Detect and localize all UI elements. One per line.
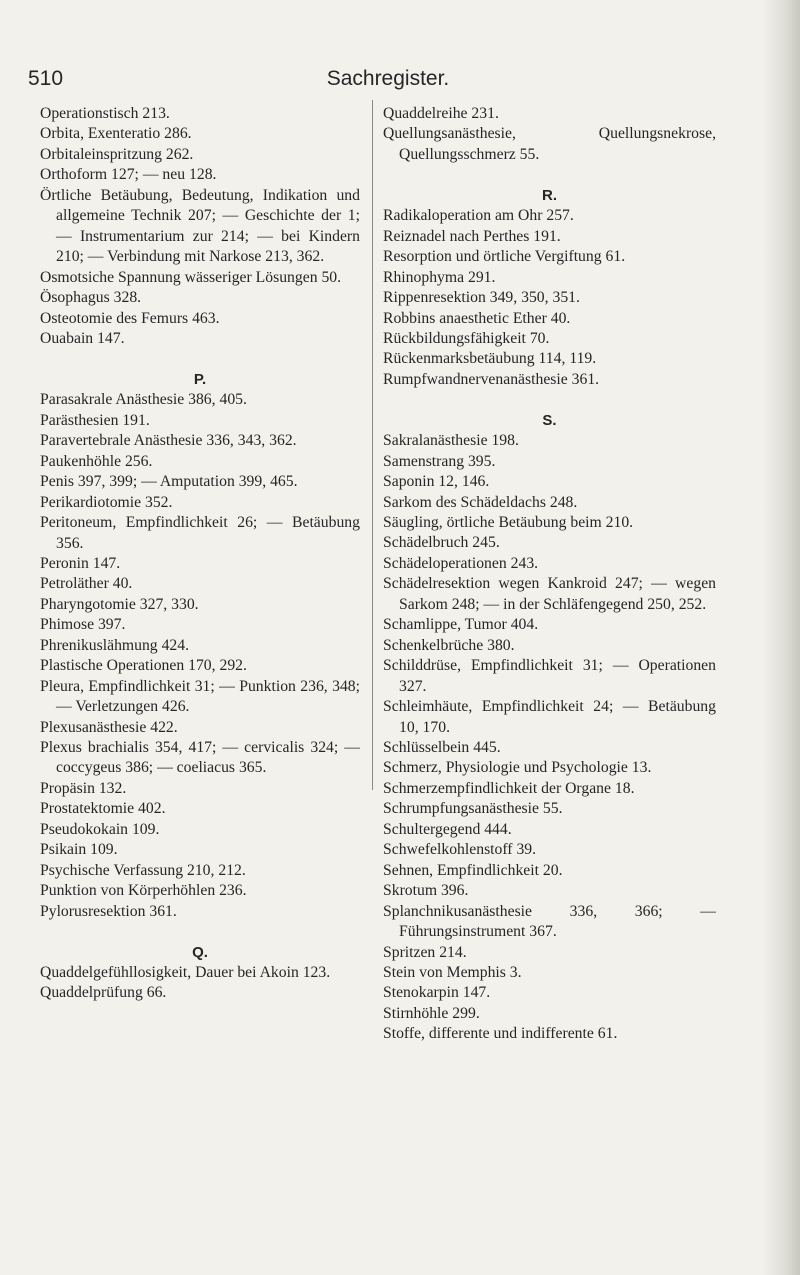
index-entry: Schwefelkohlenstoff 39. bbox=[383, 841, 537, 859]
index-entry: Sakralanästhesie 198. bbox=[383, 432, 519, 450]
section-s-entries bbox=[383, 431, 716, 1045]
index-entry: Saponin 12, 146. bbox=[383, 473, 490, 491]
index-entry: Parasakrale Anästhesie 386, 405. bbox=[40, 391, 247, 409]
index-entry: Plastische Operationen 170, 292. bbox=[40, 657, 247, 675]
index-entry: Resorption und örtliche Vergiftung 61. bbox=[383, 248, 626, 266]
index-entry: Schrumpfungsanästhesie 55. bbox=[383, 800, 563, 818]
index-entry: Rumpfwandnervenanästhesie 361. bbox=[383, 370, 600, 388]
index-entry: Psychische Verfassung 210, 212. bbox=[40, 861, 246, 879]
index-entry: Pylorusresektion 361. bbox=[40, 902, 177, 920]
section-o-entries bbox=[40, 104, 360, 349]
index-entry: Punktion von Körperhöhlen 236. bbox=[40, 882, 247, 900]
index-entry: Peronin 147. bbox=[40, 554, 121, 572]
index-entry: Rückbildungsfähigkeit 70. bbox=[383, 329, 550, 347]
section-p-entries bbox=[40, 390, 360, 922]
index-entry: Paravertebrale Anästhesie 336, 343, 362. bbox=[40, 432, 297, 450]
index-entry: Örtliche Betäubung, Bedeutung, Indikation und allgemeine Technik 207; — Geschichte der 1; — Instrumentarium zur 214; — bei Kindern 210; — Verbindung mit Narkose 213, 362. bbox=[40, 186, 360, 266]
page-number: 510 bbox=[28, 67, 64, 90]
index-entry: Samenstrang 395. bbox=[383, 452, 496, 470]
index-entry: Quellungsanästhesie, Quellungsnekrose, Quellungsschmerz 55. bbox=[383, 125, 716, 163]
index-entry: Petroläther 40. bbox=[40, 575, 133, 593]
index-entry: Sarkom des Schädeldachs 248. bbox=[383, 493, 578, 511]
index-entry: Robbins anaesthetic Ether 40. bbox=[383, 309, 571, 327]
index-entry: Orbitaleinspritzung 262. bbox=[40, 145, 194, 163]
index-entry: Schleimhäute, Empfindlichkeit 24; — Betäubung 10, 170. bbox=[383, 698, 716, 736]
index-entry: Stein von Memphis 3. bbox=[383, 964, 522, 981]
index-entry: Prostatektomie 402. bbox=[40, 800, 166, 818]
section-heading-s: S. bbox=[542, 411, 557, 429]
index-entry: Plexusanästhesie 422. bbox=[40, 718, 178, 736]
index-entry: Osmotsiche Spannung wässeriger Lösungen 50. bbox=[40, 268, 342, 286]
running-title: Sachregister. bbox=[326, 67, 450, 90]
index-entry: Phimose 397. bbox=[40, 616, 126, 634]
index-entry: Schlüsselbein 445. bbox=[383, 739, 501, 757]
index-entry: Pharyngotomie 327, 330. bbox=[40, 595, 199, 613]
index-entry: Propäsin 132. bbox=[40, 779, 127, 797]
index-entry: Schädelresektion wegen Kankroid 247; — wegen Sarkom 248; — in der Schläfengegend 250, 252. bbox=[383, 575, 716, 613]
index-entry: Rhinophyma 291. bbox=[383, 268, 496, 286]
index-entry: Orbita, Exenteratio 286. bbox=[40, 125, 192, 143]
index-entry: Osteotomie des Femurs 463. bbox=[40, 309, 220, 327]
index-entry: Schultergegend 444. bbox=[383, 820, 512, 838]
index-entry: Spritzen 214. bbox=[383, 943, 467, 961]
page-edge-shadow bbox=[762, 0, 800, 1275]
index-column-right bbox=[383, 104, 716, 1045]
section-r-entries bbox=[383, 206, 716, 390]
index-entry: Schädelbruch 245. bbox=[383, 534, 500, 552]
section-q-continued-entries bbox=[383, 104, 716, 165]
index-entry: Sehnen, Empfindlichkeit 20. bbox=[383, 861, 563, 879]
index-entry: Stirnhöhle 299. bbox=[383, 1004, 480, 1022]
index-entry: Stoffe, differente und indifferente 61. bbox=[383, 1025, 618, 1043]
index-entry: Splanchnikusanästhesie 336, 366; — Führungsinstrument 367. bbox=[383, 902, 716, 941]
index-entry: Ouabain 147. bbox=[40, 329, 125, 347]
index-entry: Pleura, Empfindlichkeit 31; — Punktion 236, 348; — Verletzungen 426. bbox=[40, 677, 360, 716]
index-entry: Penis 397, 399; — Amputation 399, 465. bbox=[40, 473, 298, 491]
index-entry: Reiznadel nach Perthes 191. bbox=[383, 227, 561, 245]
index-entry: Paukenhöhle 256. bbox=[40, 452, 153, 470]
index-entry: Quaddelreihe 231. bbox=[383, 105, 499, 122]
index-entry: Schädeloperationen 243. bbox=[383, 554, 539, 572]
section-q-entries bbox=[40, 963, 360, 1004]
index-entry: Phrenikuslähmung 424. bbox=[40, 636, 190, 654]
index-column-left bbox=[40, 104, 360, 1004]
index-entry: Orthoform 127; — neu 128. bbox=[40, 166, 217, 184]
index-entry: Plexus brachialis 354, 417; — cervicalis 324; — coccygeus 386; — coeliacus 365. bbox=[40, 739, 360, 777]
index-entry: Ösophagus 328. bbox=[40, 289, 142, 307]
index-entry: Schenkelbrüche 380. bbox=[383, 636, 515, 654]
index-entry: Skrotum 396. bbox=[383, 882, 469, 900]
section-heading-q: Q. bbox=[192, 943, 208, 961]
index-entry: Perikardiotomie 352. bbox=[40, 493, 173, 511]
index-entry: Säugling, örtliche Betäubung beim 210. bbox=[383, 514, 634, 532]
index-entry: Radikaloperation am Ohr 257. bbox=[383, 207, 574, 225]
index-entry: Stenokarpin 147. bbox=[383, 984, 491, 1002]
index-entry: Peritoneum, Empfindlichkeit 26; — Betäubung 356. bbox=[40, 514, 360, 552]
index-entry: Quaddelprüfung 66. bbox=[40, 984, 167, 1002]
index-entry: Schilddrüse, Empfindlichkeit 31; — Operationen 327. bbox=[383, 657, 716, 695]
section-heading-r: R. bbox=[542, 186, 557, 204]
index-entry: Rippenresektion 349, 350, 351. bbox=[383, 289, 580, 307]
index-entry: Quaddelgefühllosigkeit, Dauer bei Akoin 123. bbox=[40, 964, 331, 981]
index-entry: Pseudokokain 109. bbox=[40, 820, 160, 838]
section-heading-p: P. bbox=[193, 370, 207, 388]
index-entry: Operationstisch 213. bbox=[40, 105, 170, 122]
index-entry: Psikain 109. bbox=[40, 841, 118, 859]
column-divider bbox=[372, 100, 373, 790]
page-header bbox=[28, 64, 748, 94]
index-entry: Parästhesien 191. bbox=[40, 411, 150, 429]
index-entry: Rückenmarksbetäubung 114, 119. bbox=[383, 350, 597, 368]
index-entry: Schmerzempfindlichkeit der Organe 18. bbox=[383, 779, 635, 797]
index-entry: Schamlippe, Tumor 404. bbox=[383, 616, 539, 634]
index-entry: Schmerz, Physiologie und Psychologie 13. bbox=[383, 759, 652, 777]
